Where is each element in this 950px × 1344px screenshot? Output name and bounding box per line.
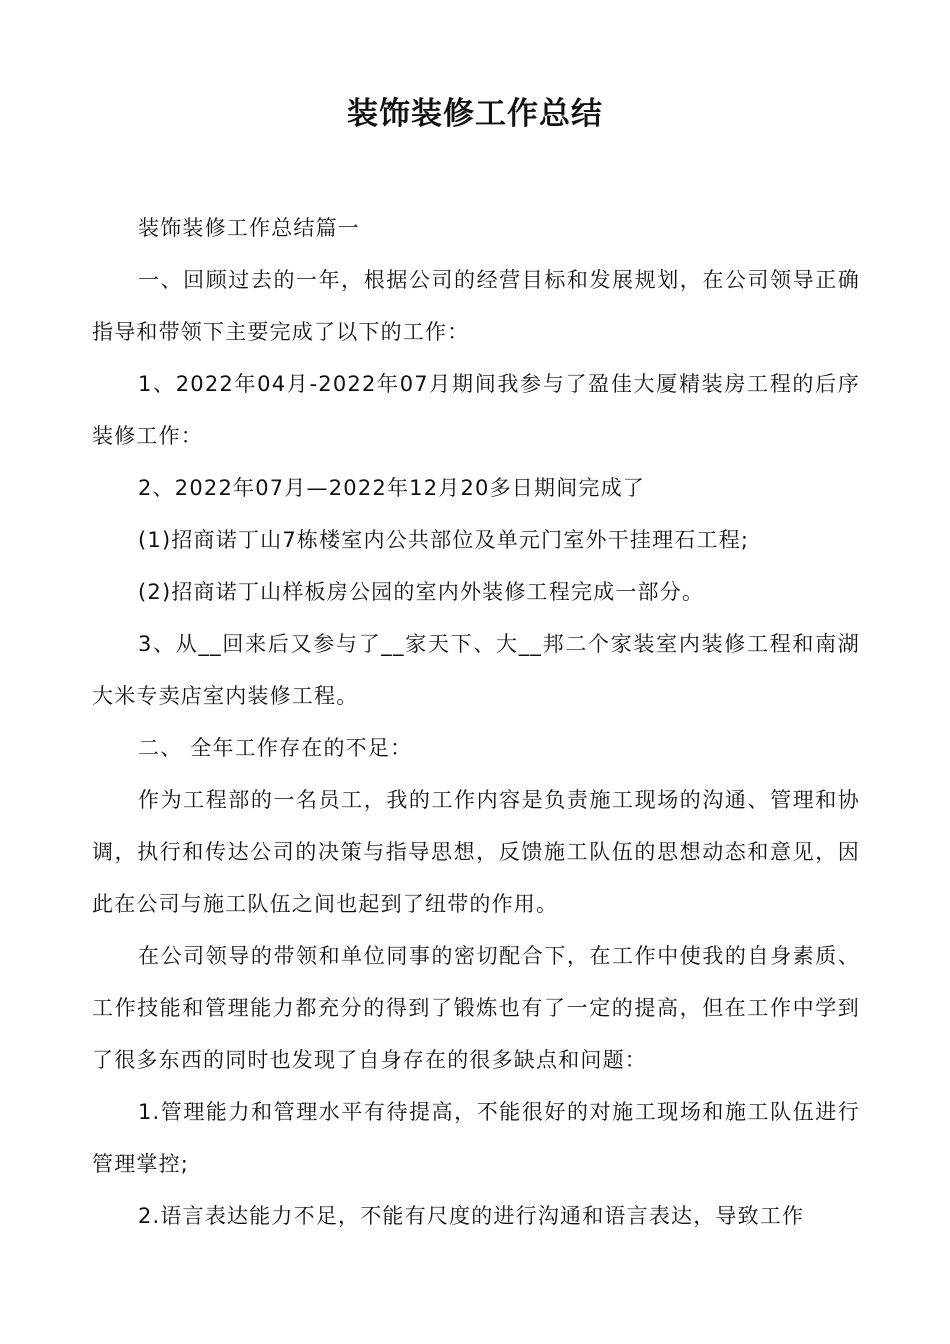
paragraph: 1.管理能力和管理水平有待提高，不能很好的对施工现场和施工队伍进行管理掌控; <box>92 1100 860 1176</box>
paragraph: (2)招商诺丁山样板房公园的室内外装修工程完成一部分。 <box>138 580 705 604</box>
paragraph: 2、2022年07月—2022年12月20多日期间完成了 <box>138 476 646 500</box>
paragraph: 二、 全年工作存在的不足： <box>138 736 413 760</box>
paragraph: 1、2022年04月-2022年07月期间我参与了盈佳大厦精装房工程的后序装修工作： <box>92 372 860 448</box>
paragraph: (1)招商诺丁山7栋楼室内公共部位及单元门室外干挂理石工程; <box>138 528 750 552</box>
paragraph: 在公司领导的带领和单位同事的密切配合下，在工作中使我的自身素质、工作技能和管理能力都充分的得到了锻炼也有了一定的提高，但在工作中学到了很多东西的同时也发现了自身存在的很多缺点和问题： <box>92 944 860 1072</box>
paragraph: 作为工程部的一名员工，我的工作内容是负责施工现场的沟通、管理和协调，执行和传达公司的决策与指导思想，反馈施工队伍的思想动态和意见，因此在公司与施工队伍之间也起到了纽带的作用。 <box>92 788 860 916</box>
section-heading: 装饰装修工作总结篇一 <box>138 216 360 240</box>
document-title: 装饰装修工作总结 <box>347 96 603 132</box>
paragraph: 一、回顾过去的一年，根据公司的经营目标和发展规划，在公司领导正确指导和带领下主要完成了以下的工作： <box>92 268 860 344</box>
document-body <box>92 202 860 1242</box>
paragraph: 2.语言表达能力不足，不能有尺度的进行沟通和语言表达，导致工作 <box>138 1204 805 1228</box>
paragraph: 3、从__回来后又参与了__家天下、大__邦二个家装室内装修工程和南湖大米专卖店室内装修工程。 <box>92 632 860 708</box>
